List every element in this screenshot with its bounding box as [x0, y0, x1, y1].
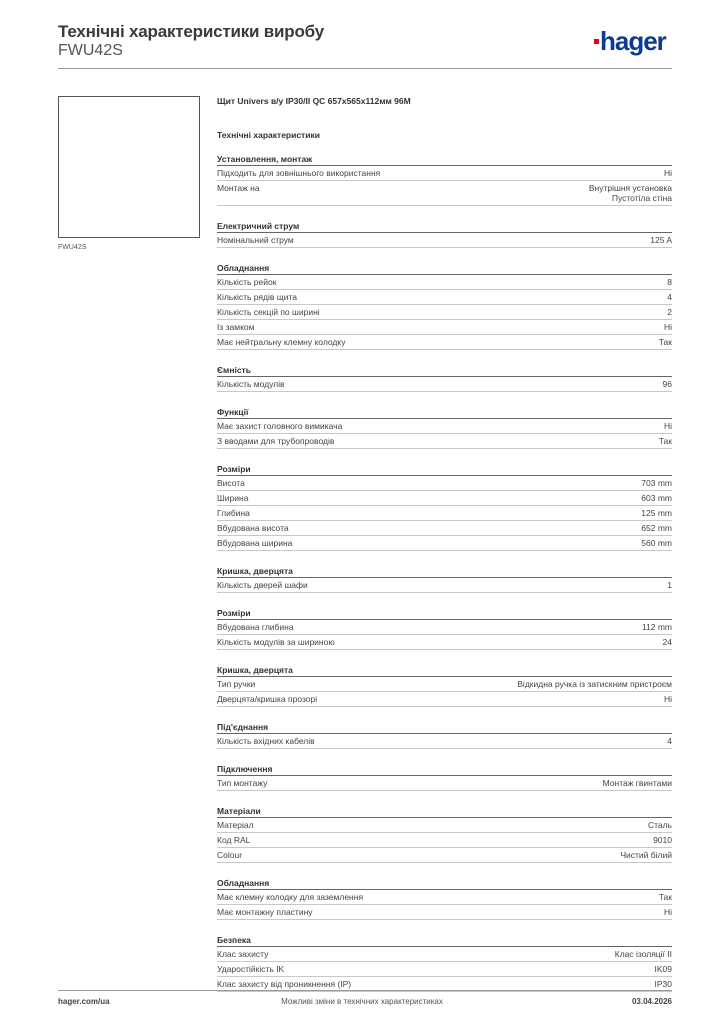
- spec-row: [217, 476, 672, 491]
- spec-label: Кількість рейок: [217, 277, 277, 287]
- spec-label: Із замком: [217, 322, 255, 332]
- spec-row: [217, 377, 672, 392]
- spec-value: IP30: [654, 979, 672, 989]
- spec-row: [217, 692, 672, 707]
- spec-value: Ні: [663, 168, 672, 178]
- spec-row: [217, 275, 672, 290]
- spec-label: Кількість модулів за шириною: [217, 637, 335, 647]
- spec-value: 4: [667, 292, 672, 302]
- spec-row: [217, 506, 672, 521]
- section-title: Підключення: [217, 764, 672, 776]
- spec-row: [217, 578, 672, 593]
- logo-text: hager: [600, 26, 666, 56]
- tech-spec-heading: Технічні характеристики: [217, 130, 320, 140]
- page-title: Технічні характеристики виробу: [58, 22, 324, 41]
- section-title: Кришка, дверцята: [217, 665, 672, 677]
- spec-value: 2: [667, 307, 672, 317]
- spec-row: [217, 181, 672, 206]
- spec-label: Підходить для зовнішнього використання: [217, 168, 381, 178]
- spec-row: [217, 233, 672, 248]
- spec-value: 703 mm: [641, 478, 672, 488]
- spec-row: [217, 635, 672, 650]
- section-title: Обладнання: [217, 263, 672, 275]
- spec-row: [217, 320, 672, 335]
- spec-value: 96: [662, 379, 672, 389]
- spec-value: Відкидна ручка із затискним пристроєм: [517, 679, 672, 689]
- spec-section: [217, 407, 672, 449]
- spec-value: 8: [667, 277, 672, 287]
- spec-row: [217, 536, 672, 551]
- spec-row: [217, 305, 672, 320]
- spec-row: [217, 419, 672, 434]
- spec-row: [217, 491, 672, 506]
- spec-label: Кількість вхідних кабелів: [217, 736, 315, 746]
- section-title: Безпека: [217, 935, 672, 947]
- spec-label: Монтаж на: [217, 183, 260, 193]
- spec-label: Висота: [217, 478, 245, 488]
- footer-divider: [58, 990, 672, 991]
- product-image-caption: FWU42S: [58, 244, 87, 251]
- spec-row: [217, 434, 672, 449]
- spec-label: Клас захисту: [217, 949, 269, 959]
- spec-label: З вводами для трубопроводів: [217, 436, 335, 446]
- spec-value: Чистий білий: [620, 850, 672, 860]
- spec-label: Дверцята/кришка прозорі: [217, 694, 318, 704]
- section-title: Розміри: [217, 464, 672, 476]
- footer-website: hager.com/ua: [58, 997, 110, 1006]
- spec-row: [217, 620, 672, 635]
- spec-section: [217, 806, 672, 863]
- spec-row: [217, 734, 672, 749]
- spec-value: IK09: [654, 964, 672, 974]
- spec-label: Номінальний струм: [217, 235, 294, 245]
- section-title: Обладнання: [217, 878, 672, 890]
- spec-label: Кількість модулів: [217, 379, 285, 389]
- spec-label: Матеріал: [217, 820, 254, 830]
- spec-value: Сталь: [647, 820, 672, 830]
- spec-section: [217, 365, 672, 392]
- spec-label: Тип монтажу: [217, 778, 268, 788]
- spec-section: [217, 878, 672, 920]
- spec-section: [217, 154, 672, 206]
- spec-label: Вбудована ширина: [217, 538, 293, 548]
- spec-section: [217, 935, 672, 992]
- spec-value: Ні: [663, 907, 672, 917]
- spec-value: 9010: [653, 835, 672, 845]
- spec-value: Ні: [663, 322, 672, 332]
- spec-value: Ні: [663, 421, 672, 431]
- spec-row: [217, 677, 672, 692]
- spec-row: [217, 833, 672, 848]
- spec-label: Клас захисту від проникнення (IP): [217, 979, 352, 989]
- spec-value: 24: [662, 637, 672, 647]
- spec-content: [217, 96, 672, 992]
- section-title: Розміри: [217, 608, 672, 620]
- spec-value: 125 A: [650, 235, 672, 245]
- spec-section: [217, 464, 672, 551]
- spec-section: [217, 566, 672, 593]
- spec-value: Внутрішня установка Пустотіла стіна: [588, 183, 672, 203]
- spec-section: [217, 263, 672, 350]
- section-title: Під'єднання: [217, 722, 672, 734]
- footer-date: 03.04.2026: [631, 997, 672, 1006]
- hager-logo: [594, 26, 666, 57]
- spec-value: 112 mm: [641, 622, 672, 632]
- spec-value: Ні: [663, 694, 672, 704]
- product-title: Щит Univers в/у IP30/II QC 657x565x112мм 96М: [217, 96, 411, 106]
- spec-label: Має захист головного вимикача: [217, 421, 343, 431]
- spec-value: 125 mm: [641, 508, 672, 518]
- spec-label: Має нейтральну клемну колодку: [217, 337, 346, 347]
- spec-row: [217, 290, 672, 305]
- spec-value: 652 mm: [641, 523, 672, 533]
- spec-label: Має монтажну пластину: [217, 907, 313, 917]
- footer-disclaimer: Можливі зміни в технічних характеристиках: [281, 997, 443, 1006]
- section-title: Ємність: [217, 365, 672, 377]
- spec-label: Глибина: [217, 508, 250, 518]
- spec-label: Тип ручки: [217, 679, 256, 689]
- spec-row: [217, 962, 672, 977]
- spec-label: Кількість секцій по ширині: [217, 307, 320, 317]
- spec-value: 560 mm: [641, 538, 672, 548]
- spec-value: Так: [658, 337, 672, 347]
- spec-value: 1: [667, 580, 672, 590]
- spec-label: Colour: [217, 850, 243, 860]
- section-title: Кришка, дверцята: [217, 566, 672, 578]
- spec-label: Кількість рядів щита: [217, 292, 297, 302]
- spec-label: Ширина: [217, 493, 249, 503]
- spec-label: Вбудована глибина: [217, 622, 294, 632]
- header-divider: [58, 68, 672, 69]
- spec-row: [217, 848, 672, 863]
- spec-row: [217, 521, 672, 536]
- spec-section: [217, 764, 672, 791]
- spec-sections: [217, 154, 672, 992]
- spec-value: 4: [667, 736, 672, 746]
- spec-section: [217, 665, 672, 707]
- section-title: Електричний струм: [217, 221, 672, 233]
- spec-row: [217, 335, 672, 350]
- logo-dot-icon: [594, 39, 599, 44]
- spec-row: [217, 166, 672, 181]
- spec-row: [217, 818, 672, 833]
- spec-row: [217, 947, 672, 962]
- spec-row: [217, 905, 672, 920]
- spec-label: Має клемну колодку для заземлення: [217, 892, 364, 902]
- spec-label: Код RAL: [217, 835, 251, 845]
- spec-section: [217, 608, 672, 650]
- spec-value: Так: [658, 436, 672, 446]
- product-image-frame: [58, 96, 200, 238]
- spec-value: 603 mm: [641, 493, 672, 503]
- spec-row: [217, 776, 672, 791]
- spec-value: Клас ізоляції II: [614, 949, 672, 959]
- spec-row: [217, 890, 672, 905]
- spec-section: [217, 722, 672, 749]
- spec-value: Так: [658, 892, 672, 902]
- product-code: FWU42S: [58, 42, 123, 59]
- spec-label: Кількість дверей шафи: [217, 580, 308, 590]
- spec-value: Монтаж гвинтами: [602, 778, 672, 788]
- spec-label: Вбудована висота: [217, 523, 289, 533]
- section-title: Установлення, монтаж: [217, 154, 672, 166]
- section-title: Функції: [217, 407, 672, 419]
- spec-label: Ударостійкість IK: [217, 964, 285, 974]
- section-title: Матеріали: [217, 806, 672, 818]
- spec-section: [217, 221, 672, 248]
